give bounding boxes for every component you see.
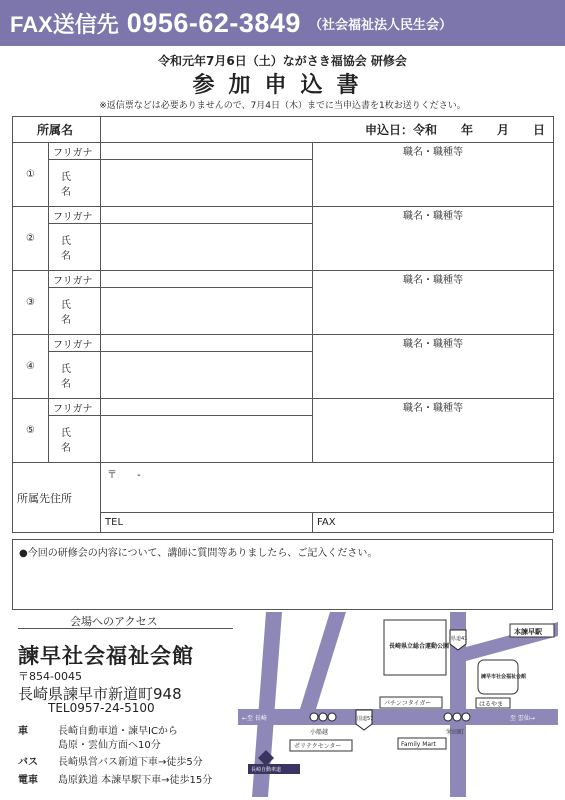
to-nagasaki-label: ←至 長崎	[242, 715, 267, 722]
station-label: 本諫早駅	[514, 628, 542, 636]
participant-number: ①	[13, 143, 49, 207]
route57-label: 国道57	[357, 716, 374, 722]
position-field[interactable]: 職名・職種等	[313, 399, 554, 463]
organization-name: （社会福祉法人民生会）	[308, 17, 452, 33]
participant-number: ④	[13, 335, 49, 399]
participant-furigana-row	[13, 271, 554, 288]
name-label: 氏 名	[49, 288, 101, 335]
position-field[interactable]: 職名・職種等	[313, 271, 554, 335]
venue-tel: TEL0957-24-5100	[48, 701, 155, 715]
participant-number: ②	[13, 207, 49, 271]
route41-label: 県道41	[451, 636, 468, 642]
affiliation-label: 所属名	[13, 117, 101, 143]
participant-number: ③	[13, 271, 49, 335]
fax-number: 0956-62-3849	[126, 7, 301, 38]
transport-mode-car: 車	[18, 726, 28, 737]
harumaya-label: はるやま	[479, 701, 504, 708]
participant-furigana-row	[13, 399, 554, 416]
address-field[interactable]: 〒 -	[101, 463, 554, 513]
participant-rows	[13, 143, 554, 463]
name-field[interactable]	[101, 352, 313, 399]
participant-furigana-row	[13, 335, 554, 352]
name-field[interactable]	[101, 288, 313, 335]
access-map	[238, 612, 558, 797]
furigana-label: フリガナ	[49, 399, 101, 416]
name-label: 氏 名	[49, 416, 101, 463]
tel-field[interactable]: TEL	[101, 513, 313, 533]
furigana-field[interactable]	[101, 271, 313, 288]
position-field[interactable]: 職名・職種等	[313, 335, 554, 399]
transport-bus-line: 長崎県営バス新道下車→徒歩5分	[58, 757, 203, 768]
furigana-field[interactable]	[101, 335, 313, 352]
venue-map-label: 諫早市社会福祉会館	[481, 674, 527, 680]
venue-postal: 〒854-0045	[18, 670, 82, 683]
fax-label: FAX送信先	[10, 11, 119, 37]
road-central	[300, 612, 346, 709]
furigana-field[interactable]	[101, 399, 313, 416]
access-label: 会場へのアクセス	[70, 615, 158, 628]
eidamachi-signal-icon	[444, 713, 470, 721]
fax-field[interactable]: FAX	[313, 513, 554, 533]
park-label: 長崎県立総合運動公園	[389, 643, 450, 650]
transport-car-line1: 長崎自動車道・諫早ICから	[58, 726, 178, 737]
transport-car-line2: 島原・雲仙方面へ10分	[58, 740, 161, 751]
furigana-field[interactable]	[101, 207, 313, 224]
transport-mode-train: 電車	[18, 775, 38, 786]
access-divider	[18, 628, 233, 629]
eidamachi-label: 栄田町	[446, 729, 465, 736]
fax-header	[0, 0, 565, 46]
name-field[interactable]	[101, 160, 313, 207]
position-field[interactable]: 職名・職種等	[313, 207, 554, 271]
pachinko-label: パチンコタイガー	[384, 700, 432, 707]
participant-number: ⑤	[13, 399, 49, 463]
road-route41	[450, 612, 466, 709]
furigana-label: フリガナ	[49, 207, 101, 224]
transport-train-line: 島原鉄道 本諫早駅下車→徒歩15分	[58, 775, 213, 786]
name-label: 氏 名	[49, 352, 101, 399]
application-date-field[interactable]: 申込日：令和 年 月 日	[101, 117, 554, 143]
transport-mode-bus: バス	[18, 757, 38, 768]
participant-furigana-row	[13, 207, 554, 224]
venue-address: 長崎県諫早市新道町948	[18, 685, 182, 703]
venue-name: 諫早社会福祉会館	[18, 644, 194, 668]
question-field[interactable]: ●今回の研修会の内容について、講師に質問等ありましたら、ご記入ください。	[12, 539, 553, 610]
furigana-field[interactable]	[101, 143, 313, 160]
participant-furigana-row	[13, 143, 554, 160]
form-title: 参加申込書	[192, 73, 373, 98]
position-field[interactable]: 職名・職種等	[313, 143, 554, 207]
name-field[interactable]	[101, 224, 313, 271]
application-form	[12, 116, 554, 533]
name-label: 氏 名	[49, 224, 101, 271]
familymart-label: Family Mart	[401, 741, 436, 748]
polytech-label: ポリテクセンター	[294, 743, 342, 750]
furigana-label: フリガナ	[49, 271, 101, 288]
furigana-label: フリガナ	[49, 335, 101, 352]
event-subtitle: 令和元年7月6日（土）ながさき福協会 研修会	[158, 54, 407, 68]
furigana-label: フリガナ	[49, 143, 101, 160]
submission-note: ※返信票などは必要ありませんので、7月4日（木）までに当申込書を1枚お送りください。	[99, 101, 466, 111]
kofunakoshi-signal-icon	[310, 713, 336, 721]
to-unzen-label: 至 雲仙→	[510, 715, 535, 722]
name-label: 氏 名	[49, 160, 101, 207]
expressway-label: 長崎自動車道	[251, 767, 282, 773]
kofunakoshi-label: 小船越	[310, 729, 329, 736]
address-label: 所属先住所	[13, 463, 101, 533]
name-field[interactable]	[101, 416, 313, 463]
